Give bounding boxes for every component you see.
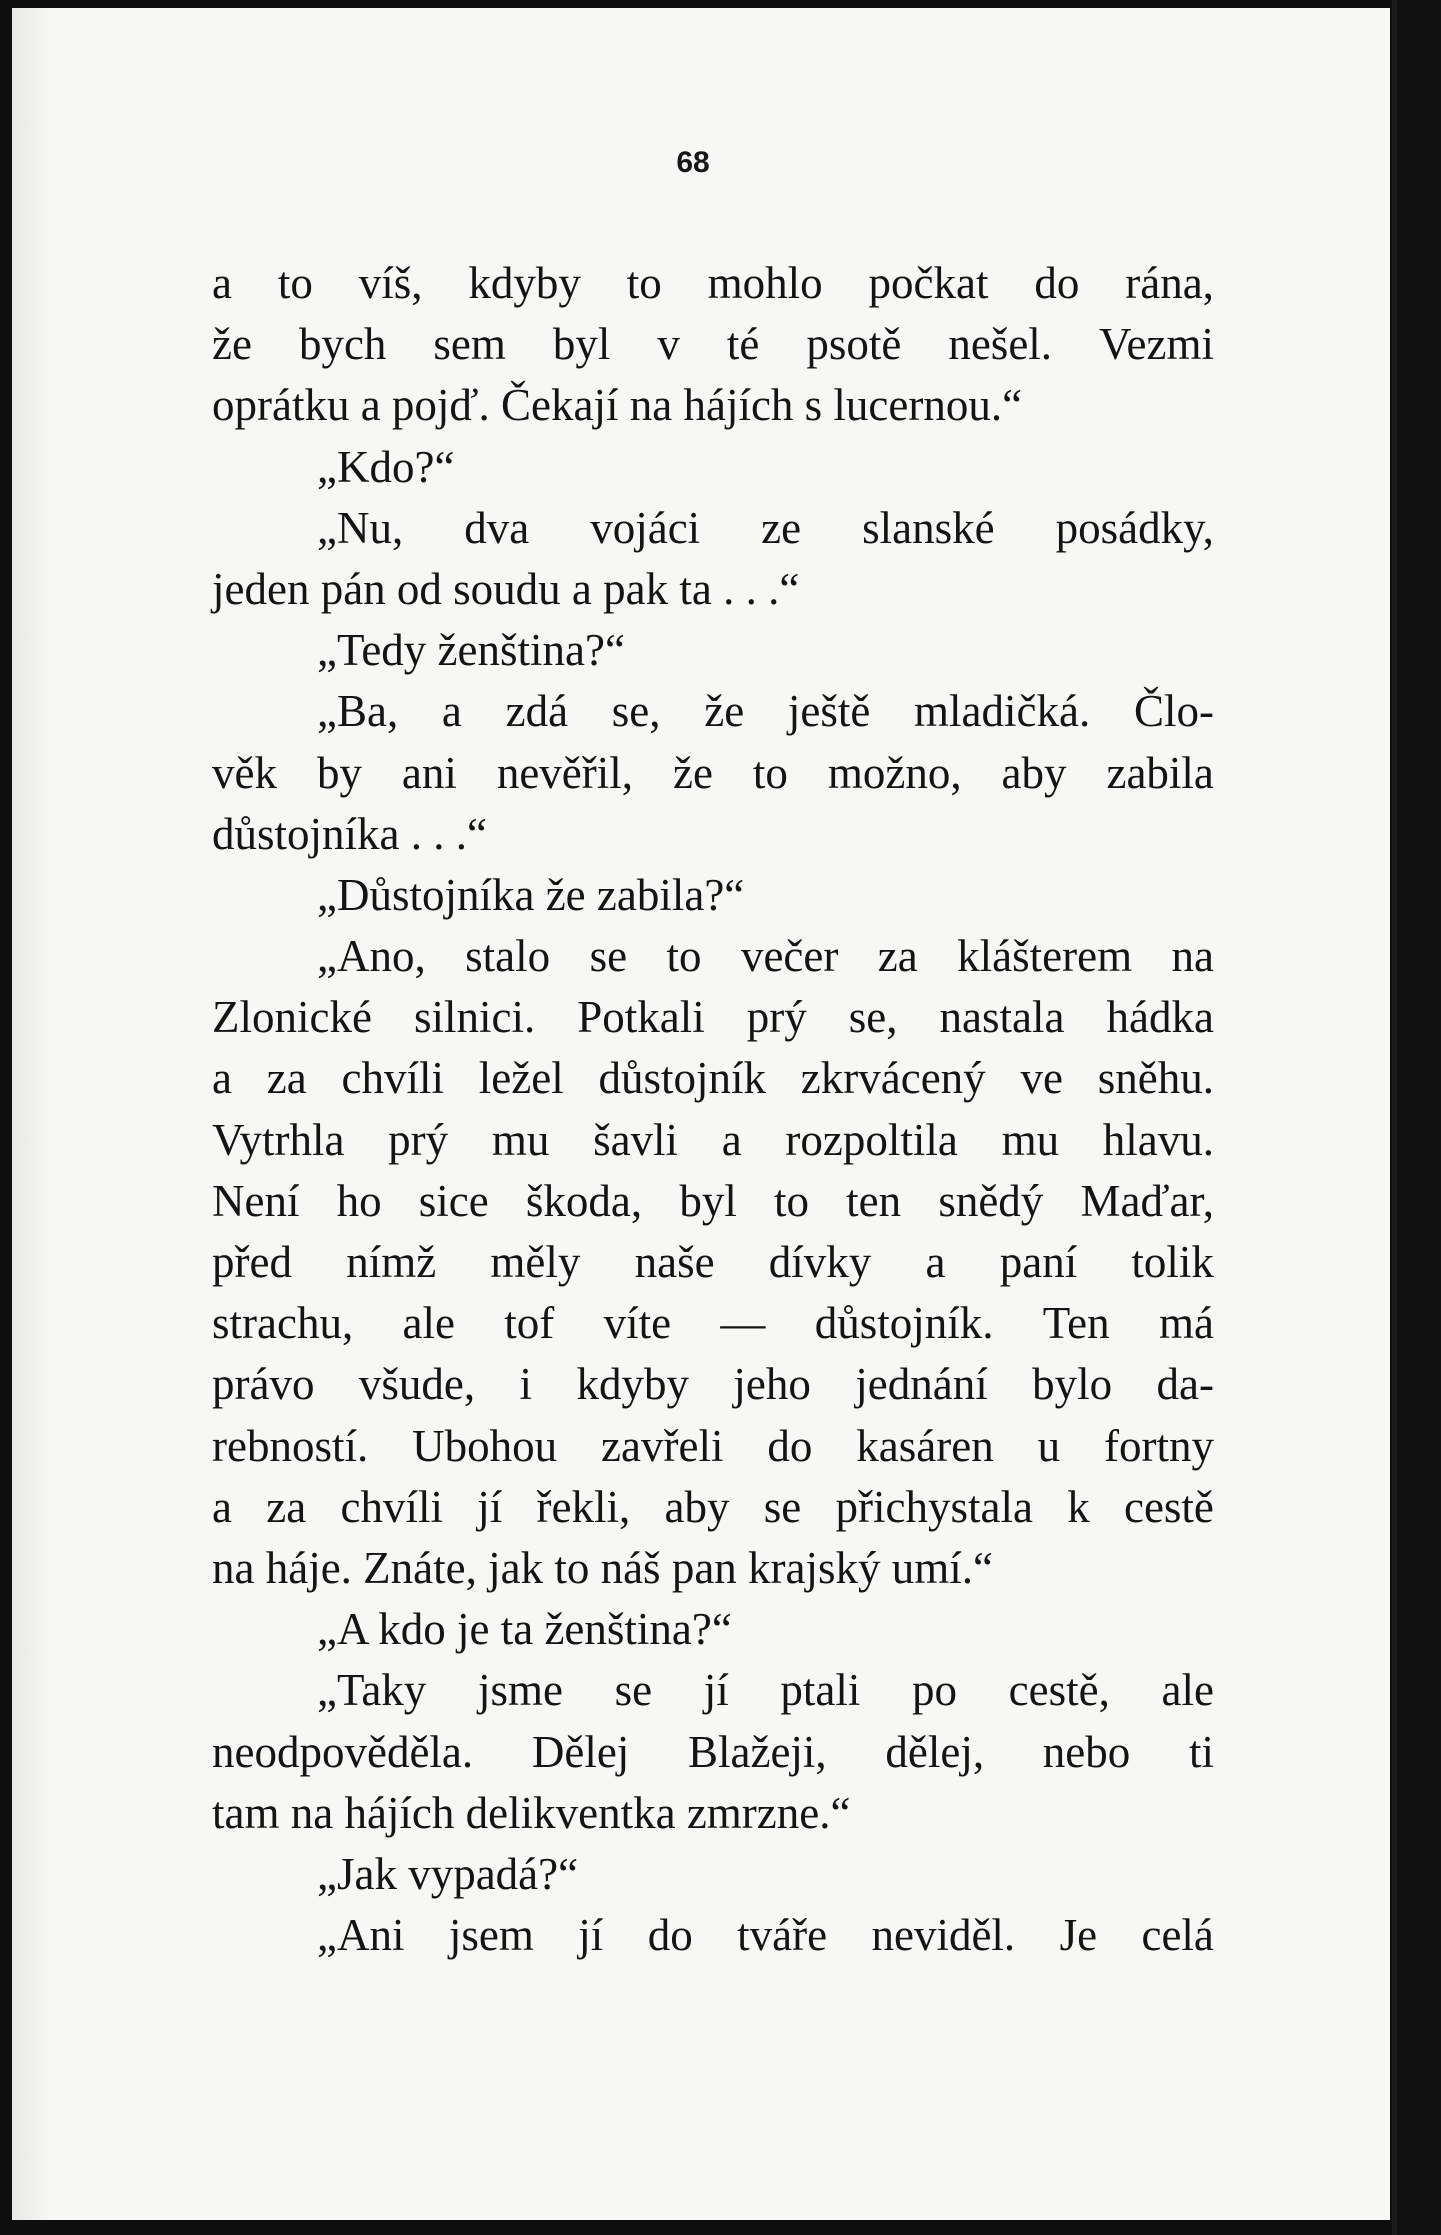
text-line: důstojníka . . .“ xyxy=(212,808,487,859)
text-line: „Tedy ženština?“ xyxy=(317,625,625,676)
book-page xyxy=(12,8,1390,2220)
text-line: „Ba, a zdá se, že ještě mladičká. Člo- xyxy=(317,686,1214,737)
text-line: a za chvíli ležel důstojník zkrvácený ve sněhu. xyxy=(212,1053,1214,1104)
text-line: věk by ani nevěřil, že to možno, aby zabila xyxy=(212,747,1214,798)
text-line: „Kdo?“ xyxy=(317,441,455,492)
text-line: Zlonické silnici. Potkali prý se, nastala hádka xyxy=(212,992,1214,1043)
scan-border xyxy=(1397,0,1441,2235)
text-line: Není ho sice škoda, byl to ten snědý Maďar, xyxy=(212,1175,1214,1226)
text-line: „A kdo je ta ženština?“ xyxy=(317,1604,732,1655)
text-line: „Nu, dva vojáci ze slanské posádky, xyxy=(317,502,1214,553)
text-line: tam na hájích delikventka zmrzne.“ xyxy=(212,1787,851,1838)
text-line: „Jak vypadá?“ xyxy=(317,1848,579,1899)
text-line: „Ano, stalo se to večer za klášterem na xyxy=(317,931,1214,982)
text-line: „Důstojníka že zabila?“ xyxy=(317,869,745,920)
text-line: a za chvíli jí řekli, aby se přichystala k cestě xyxy=(212,1481,1214,1532)
text-line: oprátku a pojď. Čekají na hájích s lucernou.“ xyxy=(212,380,1023,431)
text-line: neodpověděla. Dělej Blažeji, dělej, nebo ti xyxy=(212,1726,1214,1777)
text-line: na háje. Znáte, jak to náš pan krajský umí.“ xyxy=(212,1542,993,1593)
body-text xyxy=(212,253,1214,1966)
text-line: jeden pán od soudu a pak ta . . .“ xyxy=(212,563,800,614)
text-line: Vytrhla prý mu šavli a rozpoltila mu hlavu. xyxy=(212,1114,1214,1165)
text-line: před nímž měly naše dívky a paní tolik xyxy=(212,1237,1214,1287)
page-number: 68 xyxy=(676,146,710,179)
text-line: a to víš, kdyby to mohlo počkat do rána, xyxy=(212,258,1214,308)
text-line: „Taky jsme se jí ptali po cestě, ale xyxy=(317,1665,1214,1716)
text-line: právo všude, i kdyby jeho jednání bylo da- xyxy=(212,1359,1214,1410)
text-line: rebností. Ubohou zavřeli do kasáren u fortny xyxy=(212,1420,1214,1471)
text-line: že bych sem byl v té psotě nešel. Vezmi xyxy=(212,319,1214,370)
text-line: „Ani jsem jí do tváře neviděl. Je celá xyxy=(317,1910,1214,1961)
text-line: strachu, ale tof víte — důstojník. Ten má xyxy=(212,1298,1214,1349)
